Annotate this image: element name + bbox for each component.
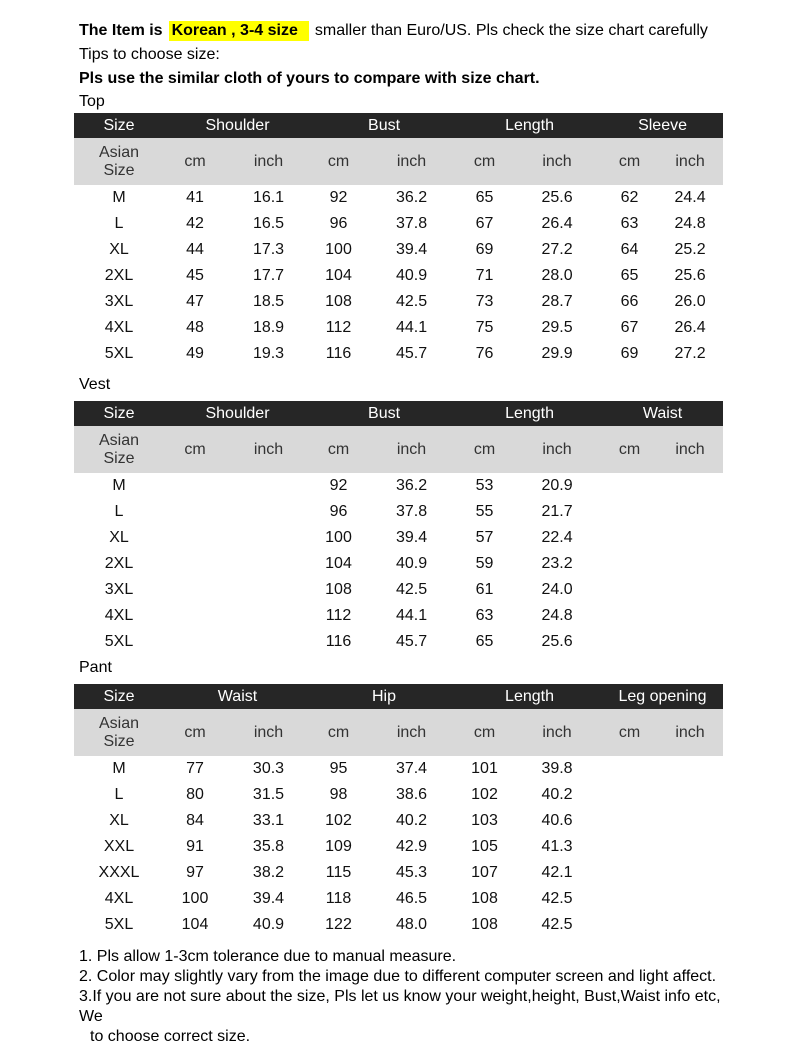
column-header: Length (457, 113, 602, 138)
note-tolerance: 1. Pls allow 1-3cm tolerance due to manual measure. (79, 948, 457, 965)
column-header: Sleeve (602, 113, 723, 138)
measurement-cell: 66 (620, 293, 639, 310)
measurement-cell: 25.6 (541, 633, 573, 650)
measurement-cell (164, 473, 226, 499)
column-header: Length (457, 401, 602, 426)
measurement-cell (602, 525, 657, 551)
measurement-cell: 96 (329, 503, 348, 520)
measurement-cell (602, 782, 657, 808)
measurement-cell: 48 (186, 319, 204, 336)
measurement-cell: 100 (181, 890, 209, 907)
table-row (74, 603, 723, 629)
measurement-cell: 37.4 (395, 760, 428, 777)
measurement-cell (164, 525, 226, 551)
size-cell: 5XL (104, 633, 134, 650)
measurement-cell: 59 (475, 555, 494, 572)
unit-cm: cm (457, 709, 512, 756)
column-header: Waist (602, 401, 723, 426)
unit-cm: cm (164, 426, 226, 473)
asian-size-label-line: Asian (98, 714, 140, 732)
measurement-cell: 28.0 (541, 267, 573, 284)
note-color: 2. Color may slightly vary from the image due to different computer screen and light affect. (79, 968, 717, 985)
unit-inch: inch (657, 709, 723, 756)
measurement-cell: 30.3 (252, 760, 285, 777)
measurement-cell: 45.7 (395, 345, 428, 362)
column-header: Shoulder (164, 401, 311, 426)
measurement-cell: 44 (186, 241, 204, 258)
measurement-cell (602, 629, 657, 655)
size-cell: 2XL (104, 555, 134, 572)
measurement-cell: 22.4 (541, 529, 573, 546)
measurement-cell: 39.4 (395, 529, 428, 546)
measurement-cell: 42.5 (395, 293, 428, 310)
measurement-cell (602, 577, 657, 603)
measurement-cell: 100 (325, 241, 352, 258)
measurement-cell: 77 (186, 760, 204, 777)
measurement-cell (602, 834, 657, 860)
size-cell: M (112, 189, 126, 206)
size-cell: 5XL (104, 345, 134, 362)
measurement-cell (226, 499, 311, 525)
asian-size-label (74, 138, 164, 185)
measurement-cell: 45 (186, 267, 204, 284)
measurement-cell: 31.5 (252, 786, 285, 803)
measurement-cell (657, 525, 723, 551)
note-size-help-line2: to choose correct size. (90, 1028, 251, 1045)
asian-size-label-line: Size (103, 732, 135, 750)
measurement-cell: 40.2 (395, 812, 428, 829)
measurement-cell: 37.8 (395, 215, 428, 232)
measurement-cell: 112 (325, 607, 352, 624)
size-cell: XXXL (98, 864, 140, 881)
measurement-cell: 21.7 (541, 503, 573, 520)
measurement-cell: 115 (325, 864, 352, 881)
measurement-cell: 26.4 (674, 319, 706, 336)
measurement-cell: 108 (471, 916, 498, 933)
measurement-cell: 47 (186, 293, 204, 310)
measurement-cell: 16.5 (252, 215, 285, 232)
measurement-cell: 101 (471, 760, 498, 777)
measurement-cell: 105 (471, 838, 498, 855)
measurement-cell (657, 808, 723, 834)
measurement-cell: 39.4 (395, 241, 428, 258)
measurement-cell: 75 (475, 319, 494, 336)
measurement-cell: 42.1 (541, 864, 573, 881)
table-row (74, 782, 723, 808)
top-size-table (74, 113, 723, 367)
measurement-cell: 96 (329, 215, 348, 232)
measurement-cell: 40.9 (395, 555, 428, 572)
table-subheader-row (74, 709, 723, 756)
pant-size-table (74, 684, 723, 938)
measurement-cell: 42.5 (395, 581, 428, 598)
tips-heading: Tips to choose size: (79, 46, 220, 63)
asian-size-label-line: Size (103, 161, 135, 179)
measurement-cell (602, 886, 657, 912)
measurement-cell: 28.7 (541, 293, 573, 310)
note-size-help-line1: 3.If you are not sure about the size, Pls let us know your weight,height, Bust,Waist info etc, We (79, 988, 721, 1025)
measurement-cell: 102 (471, 786, 498, 803)
measurement-cell (602, 473, 657, 499)
table-row (74, 629, 723, 655)
intro-prefix: The Item is (79, 22, 163, 39)
measurement-cell: 44.1 (395, 607, 428, 624)
table-row (74, 185, 723, 211)
measurement-cell (226, 551, 311, 577)
table-row (74, 315, 723, 341)
measurement-cell: 40.9 (395, 267, 428, 284)
unit-inch: inch (657, 138, 723, 185)
measurement-cell (657, 782, 723, 808)
table-row (74, 289, 723, 315)
unit-cm: cm (311, 138, 366, 185)
table-subheader-row (74, 426, 723, 473)
unit-cm: cm (164, 138, 226, 185)
measurement-cell: 49 (186, 345, 204, 362)
column-header: Length (457, 684, 602, 709)
measurement-cell: 63 (620, 215, 639, 232)
table-row (74, 756, 723, 782)
unit-cm: cm (311, 426, 366, 473)
measurement-cell (657, 860, 723, 886)
measurement-cell: 39.8 (541, 760, 573, 777)
measurement-cell: 37.8 (395, 503, 428, 520)
measurement-cell: 24.0 (541, 581, 573, 598)
size-cell: 5XL (104, 916, 134, 933)
measurement-cell: 104 (181, 916, 209, 933)
measurement-cell: 38.6 (395, 786, 428, 803)
column-header: Hip (311, 684, 457, 709)
asian-size-label (74, 709, 164, 756)
table-row (74, 808, 723, 834)
table-row (74, 211, 723, 237)
measurement-cell: 29.9 (541, 345, 573, 362)
table-header-row (74, 401, 723, 426)
measurement-cell: 39.4 (252, 890, 285, 907)
measurement-cell: 16.1 (252, 189, 285, 206)
size-cell: L (114, 786, 124, 803)
measurement-cell (164, 629, 226, 655)
measurement-cell: 108 (471, 890, 498, 907)
measurement-cell: 42.5 (541, 890, 573, 907)
column-header: Leg opening (602, 684, 723, 709)
asian-size-label-line: Asian (98, 431, 140, 449)
unit-inch: inch (226, 709, 311, 756)
measurement-cell: 36.2 (395, 189, 428, 206)
measurement-cell: 84 (186, 812, 204, 829)
table-header-row (74, 113, 723, 138)
table-row (74, 860, 723, 886)
measurement-cell: 17.7 (252, 267, 285, 284)
measurement-cell: 108 (325, 581, 352, 598)
table-row (74, 577, 723, 603)
measurement-cell: 73 (475, 293, 494, 310)
column-header: Size (74, 113, 164, 138)
vest-section-label: Vest (79, 376, 111, 393)
measurement-cell (602, 499, 657, 525)
size-cell: 3XL (104, 581, 134, 598)
unit-cm: cm (602, 426, 657, 473)
measurement-cell: 25.2 (674, 241, 706, 258)
size-cell: 4XL (104, 607, 134, 624)
column-header: Waist (164, 684, 311, 709)
measurement-cell: 42 (186, 215, 204, 232)
unit-cm: cm (602, 709, 657, 756)
table-row (74, 263, 723, 289)
measurement-cell: 65 (475, 633, 494, 650)
measurement-cell (602, 860, 657, 886)
measurement-cell: 18.5 (252, 293, 285, 310)
measurement-cell: 122 (325, 916, 352, 933)
measurement-cell (657, 577, 723, 603)
size-cell: 4XL (104, 890, 134, 907)
measurement-cell: 33.1 (252, 812, 285, 829)
unit-inch: inch (226, 138, 311, 185)
column-header: Size (74, 684, 164, 709)
measurement-cell (226, 473, 311, 499)
measurement-cell: 19.3 (252, 345, 285, 362)
size-cell: L (114, 503, 124, 520)
measurement-cell: 116 (325, 345, 352, 362)
measurement-cell: 40.9 (252, 916, 285, 933)
measurement-cell: 112 (325, 319, 352, 336)
unit-inch: inch (512, 138, 602, 185)
measurement-cell: 26.4 (541, 215, 573, 232)
table-subheader-row (74, 138, 723, 185)
measurement-cell: 41 (186, 189, 204, 206)
unit-cm: cm (164, 709, 226, 756)
asian-size-label (74, 426, 164, 473)
measurement-cell: 107 (471, 864, 498, 881)
size-cell: 3XL (104, 293, 134, 310)
measurement-cell: 65 (620, 267, 639, 284)
table-row (74, 525, 723, 551)
measurement-cell (164, 551, 226, 577)
measurement-cell: 20.9 (541, 477, 573, 494)
measurement-cell: 27.2 (674, 345, 706, 362)
measurement-cell: 118 (325, 890, 352, 907)
asian-size-label-line: Asian (98, 143, 140, 161)
measurement-cell: 102 (325, 812, 352, 829)
measurement-cell: 45.7 (395, 633, 428, 650)
table-row (74, 499, 723, 525)
table-row (74, 341, 723, 367)
measurement-cell: 80 (186, 786, 204, 803)
unit-cm: cm (457, 426, 512, 473)
measurement-cell (657, 834, 723, 860)
measurement-cell: 25.6 (674, 267, 706, 284)
measurement-cell (602, 551, 657, 577)
measurement-cell: 46.5 (395, 890, 428, 907)
measurement-cell (657, 629, 723, 655)
measurement-cell: 36.2 (395, 477, 428, 494)
measurement-cell: 65 (475, 189, 494, 206)
measurement-cell: 62 (620, 189, 639, 206)
measurement-cell (164, 577, 226, 603)
measurement-cell (164, 603, 226, 629)
measurement-cell: 25.6 (541, 189, 573, 206)
measurement-cell: 38.2 (252, 864, 285, 881)
measurement-cell: 40.6 (541, 812, 573, 829)
measurement-cell: 95 (329, 760, 348, 777)
measurement-cell: 18.9 (252, 319, 285, 336)
column-header: Shoulder (164, 113, 311, 138)
measurement-cell: 103 (471, 812, 498, 829)
measurement-cell: 92 (329, 189, 348, 206)
measurement-cell: 55 (475, 503, 494, 520)
measurement-cell: 91 (186, 838, 204, 855)
measurement-cell: 27.2 (541, 241, 573, 258)
measurement-cell (657, 499, 723, 525)
unit-inch: inch (366, 426, 457, 473)
measurement-cell: 97 (186, 864, 204, 881)
measurement-cell: 41.3 (541, 838, 573, 855)
table-row (74, 912, 723, 938)
measurement-cell: 42.5 (541, 916, 573, 933)
unit-cm: cm (311, 709, 366, 756)
measurement-cell: 24.8 (674, 215, 706, 232)
measurement-cell: 104 (325, 555, 352, 572)
intro-line (79, 21, 708, 41)
size-cell: M (112, 760, 126, 777)
measurement-cell: 63 (475, 607, 494, 624)
size-cell: 2XL (104, 267, 134, 284)
measurement-cell (602, 756, 657, 782)
measurement-cell: 24.8 (541, 607, 573, 624)
measurement-cell: 104 (325, 267, 352, 284)
measurement-cell (226, 525, 311, 551)
measurement-cell: 67 (620, 319, 639, 336)
measurement-cell: 109 (325, 838, 352, 855)
measurement-cell: 23.2 (541, 555, 573, 572)
measurement-cell: 24.4 (674, 189, 706, 206)
measurement-cell (226, 603, 311, 629)
table-row (74, 473, 723, 499)
measurement-cell: 76 (475, 345, 494, 362)
table-row (74, 551, 723, 577)
intro-suffix: smaller than Euro/US. Pls check the size chart carefully (314, 22, 708, 39)
measurement-cell (226, 577, 311, 603)
measurement-cell: 67 (475, 215, 494, 232)
size-cell: XL (109, 241, 129, 258)
measurement-cell: 17.3 (252, 241, 285, 258)
asian-size-label-line: Size (103, 449, 135, 467)
unit-inch: inch (512, 426, 602, 473)
table-row (74, 237, 723, 263)
measurement-cell (602, 603, 657, 629)
measurement-cell (602, 808, 657, 834)
measurement-cell: 42.9 (395, 838, 428, 855)
measurement-cell: 69 (620, 345, 639, 362)
pant-section-label: Pant (79, 659, 112, 676)
measurement-cell: 35.8 (252, 838, 285, 855)
unit-cm: cm (602, 138, 657, 185)
size-cell: L (114, 215, 124, 232)
measurement-cell: 98 (329, 786, 348, 803)
unit-inch: inch (512, 709, 602, 756)
measurement-cell: 29.5 (541, 319, 573, 336)
measurement-cell: 69 (475, 241, 494, 258)
table-header-row (74, 684, 723, 709)
measurement-cell (657, 473, 723, 499)
size-cell: XL (109, 812, 129, 829)
measurement-cell (226, 629, 311, 655)
column-header: Bust (311, 113, 457, 138)
unit-inch: inch (366, 138, 457, 185)
measurement-cell: 44.1 (395, 319, 428, 336)
unit-inch: inch (226, 426, 311, 473)
advice-text: Pls use the similar cloth of yours to compare with size chart. (79, 70, 540, 87)
table-row (74, 886, 723, 912)
size-cell: XL (109, 529, 129, 546)
table-row (74, 834, 723, 860)
measurement-cell: 61 (475, 581, 494, 598)
size-cell: XXL (103, 838, 135, 855)
note-size-help (79, 987, 739, 1047)
measurement-cell (657, 912, 723, 938)
unit-cm: cm (457, 138, 512, 185)
top-section-label: Top (79, 93, 105, 110)
measurement-cell (164, 499, 226, 525)
measurement-cell: 48.0 (395, 916, 428, 933)
measurement-cell: 108 (325, 293, 352, 310)
measurement-cell: 71 (475, 267, 494, 284)
size-cell: 4XL (104, 319, 134, 336)
measurement-cell: 45.3 (395, 864, 428, 881)
column-header: Size (74, 401, 164, 426)
measurement-cell: 64 (620, 241, 639, 258)
unit-inch: inch (657, 426, 723, 473)
column-header: Bust (311, 401, 457, 426)
measurement-cell: 40.2 (541, 786, 573, 803)
measurement-cell (657, 756, 723, 782)
measurement-cell: 92 (329, 477, 348, 494)
measurement-cell: 26.0 (674, 293, 706, 310)
measurement-cell: 57 (475, 529, 494, 546)
measurement-cell: 100 (325, 529, 352, 546)
measurement-cell (657, 886, 723, 912)
measurement-cell (602, 912, 657, 938)
intro-highlight: Korean , 3-4 size (169, 21, 309, 41)
measurement-cell: 116 (325, 633, 352, 650)
measurement-cell: 53 (475, 477, 494, 494)
measurement-cell (657, 603, 723, 629)
unit-inch: inch (366, 709, 457, 756)
vest-size-table (74, 401, 723, 655)
measurement-cell (657, 551, 723, 577)
size-cell: M (112, 477, 126, 494)
